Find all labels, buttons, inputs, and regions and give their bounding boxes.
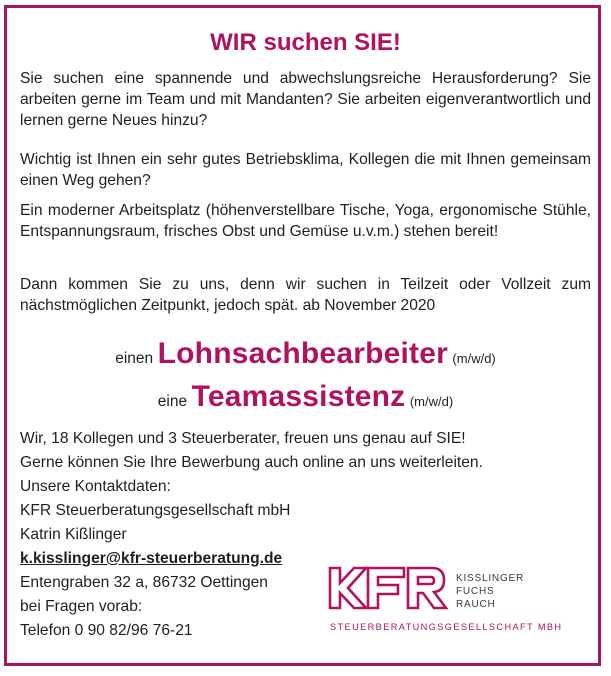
workplace-paragraph: Ein moderner Arbeitsplatz (höhenverstellbare Tische, Yoga, ergonomische Stühle, Entspannungsraum, frisches Obst und Gemüse u.v.m.) stehen bereit!	[20, 202, 591, 240]
kfr-logo	[328, 566, 588, 636]
contact-address: Entengraben 32 a, 86732 Oettingen	[20, 574, 268, 591]
position-title: Teamassistenz	[191, 380, 406, 413]
position-article: einen	[115, 350, 154, 367]
logo-name-fuchs: FUCHS	[456, 586, 495, 597]
logo-tagline: STEUERBERATUNGSGESELLSCHAFT MBH	[330, 622, 563, 632]
contact-phone: Telefon 0 90 82/96 76-21	[20, 622, 193, 639]
position-suffix: (m/w/d)	[452, 351, 496, 366]
contact-email-link[interactable]: k.kisslinger@kfr-steuerberatung.de	[20, 550, 283, 567]
logo-name-rauch: RAUCH	[456, 599, 496, 610]
position-suffix: (m/w/d)	[409, 394, 454, 409]
position-article: eine	[157, 393, 188, 410]
climate-paragraph: Wichtig ist Ihnen ein sehr gutes Betriebsklima, Kollegen die mit Ihnen gemeinsam einen Weg gehen?	[20, 151, 591, 189]
logo-name-kisslinger: KISSLINGER	[456, 573, 525, 584]
contact-company: KFR Steuerberatungsgesellschaft mbH	[20, 502, 291, 519]
contact-person: Katrin Kißlinger	[20, 526, 127, 543]
kfr-logo-mark	[330, 568, 446, 608]
closing-line-apply: Gerne können Sie Ihre Bewerbung auch online an uns weiterleiten.	[20, 454, 483, 471]
closing-line-team: Wir, 18 Kollegen und 3 Steuerberater, freuen uns genau auf SIE!	[20, 430, 466, 447]
contact-heading: Unsere Kontaktdaten:	[20, 478, 171, 495]
headline: WIR suchen SIE!	[210, 29, 401, 56]
position-teamassistenz	[0, 380, 611, 414]
position-title: Lohnsachbearbeiter	[157, 337, 448, 370]
position-lohnsachbearbeiter	[0, 337, 611, 371]
offer-paragraph: Dann kommen Sie zu uns, denn wir suchen in Teilzeit oder Vollzeit zum nächstmöglichen Zeitpunkt, jedoch spät. ab November 2020	[20, 276, 591, 314]
contact-questions: bei Fragen vorab:	[20, 598, 143, 615]
intro-paragraph: Sie suchen eine spannende und abwechslungsreiche Herausforderung? Sie arbeiten gerne im Team und mit Mandanten? Sie arbeiten eigenverantwortlich und lernen gerne Neues hinzu?	[20, 70, 591, 129]
